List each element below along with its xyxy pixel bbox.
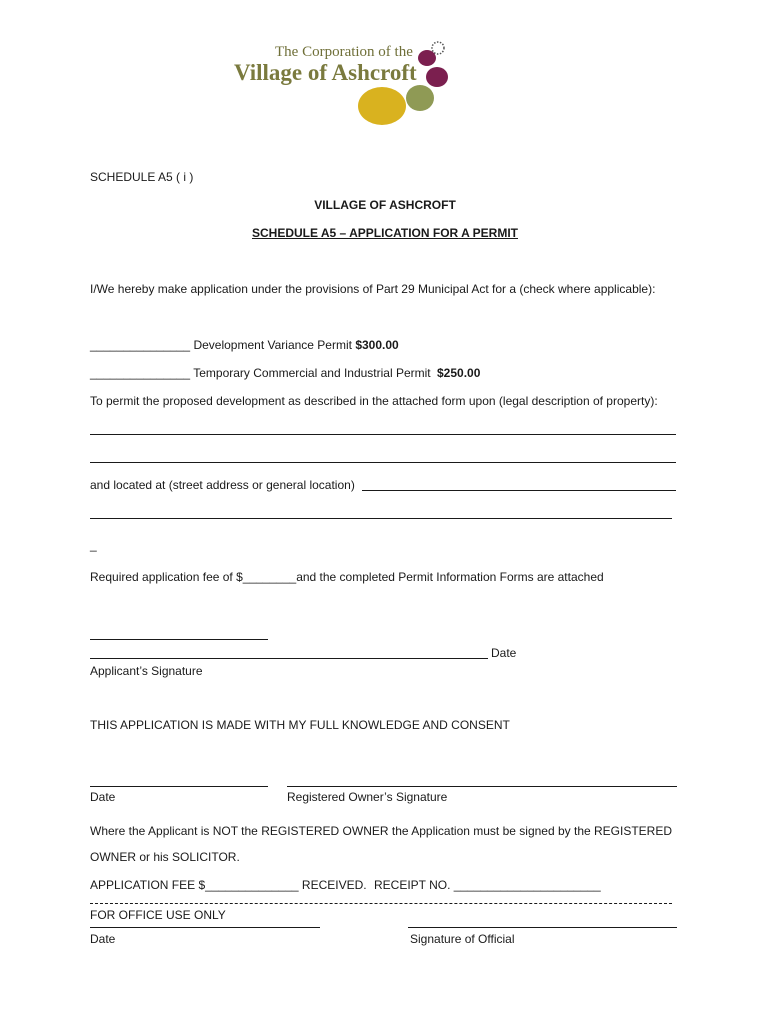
office-separator [90, 903, 672, 904]
owner-signature-label: Registered Owner’s Signature [287, 790, 448, 804]
owner-date-line[interactable] [90, 786, 268, 787]
document-subtitle: SCHEDULE A5 – APPLICATION FOR A PERMIT [251, 226, 518, 240]
permit-fee: $250.00 [437, 366, 481, 380]
owner-date-label: Date [90, 790, 116, 804]
permit-option-development[interactable] [90, 338, 399, 352]
logo-line2: Village of Ashcroft [234, 60, 417, 85]
logo-circles-icon [350, 40, 460, 130]
owner-signature-line[interactable] [287, 786, 677, 787]
permit-option-temporary[interactable] [90, 366, 480, 380]
applicant-short-line[interactable] [90, 639, 268, 640]
location-line-2[interactable] [90, 518, 672, 519]
logo-line1: The Corporation of the [275, 44, 413, 60]
owner-note-line1: Where the Applicant is NOT the REGISTERED OWNER the Application must be signed by the REGISTERED [90, 824, 673, 838]
logo-yellow [358, 87, 406, 125]
stray-underscore: _ [90, 538, 97, 552]
office-signature-line[interactable] [408, 927, 677, 928]
intro-text: I/We hereby make application under the provisions of Part 29 Municipal Act for a (check where applicable): [90, 282, 656, 296]
application-fee-received[interactable]: APPLICATION FEE $______________ RECEIVED. [90, 878, 367, 892]
legal-description-line-2[interactable] [90, 462, 676, 463]
permit-checkbox-blank[interactable]: _______________ [90, 338, 191, 352]
schedule-label: SCHEDULE A5 ( i ) [90, 170, 194, 184]
applicant-date-label: Date [491, 646, 517, 660]
permit-label: Development Variance Permit [193, 338, 352, 352]
office-date-label: Date [90, 932, 116, 946]
document-title: VILLAGE OF ASHCROFT [314, 198, 456, 212]
required-fee-suffix: and the completed Permit Information Forms are attached [296, 570, 604, 584]
permit-checkbox-blank[interactable]: _______________ [90, 366, 191, 380]
applicant-signature-label: Applicant’s Signature [90, 664, 203, 678]
permit-fee: $300.00 [355, 338, 399, 352]
required-fee-line [90, 570, 604, 584]
applicant-signature-line[interactable] [90, 658, 488, 659]
legal-description-line-1[interactable] [90, 434, 676, 435]
location-label: and located at (street address or general location) [90, 478, 355, 492]
owner-note-line2: OWNER or his SOLICITOR. [90, 850, 240, 864]
office-date-line[interactable] [90, 927, 320, 928]
receipt-number[interactable]: RECEIPT NO. ______________________ [374, 878, 601, 892]
logo-plum-top [418, 50, 436, 66]
permit-label: Temporary Commercial and Industrial Permit [193, 366, 431, 380]
required-fee-input[interactable]: $________ [236, 570, 297, 584]
permit-description-text: To permit the proposed development as described in the attached form upon (legal description of property): [90, 394, 658, 408]
logo-plum-mid [426, 67, 448, 87]
logo-dotted-circle [432, 42, 444, 54]
consent-text: THIS APPLICATION IS MADE WITH MY FULL KNOWLEDGE AND CONSENT [90, 718, 510, 732]
office-use-label: FOR OFFICE USE ONLY [90, 908, 226, 922]
logo-olive [406, 85, 434, 111]
office-signature-label: Signature of Official [410, 932, 515, 946]
location-input-line[interactable] [362, 490, 676, 491]
required-fee-prefix: Required application fee of [90, 570, 237, 584]
